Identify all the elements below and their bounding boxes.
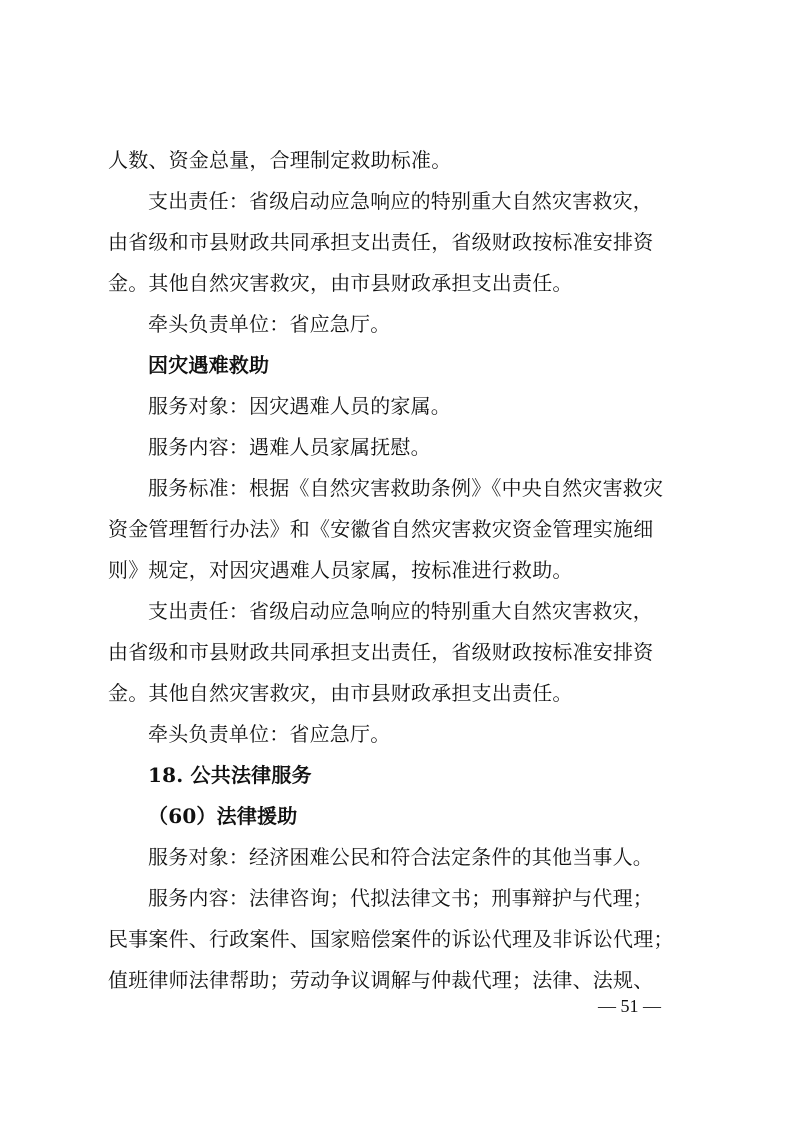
body-line-20: 民事案件、行政案件、国家赔偿案件的诉讼代理及非诉讼代理； (108, 927, 674, 951)
body-line-13: 由省级和市县财政共同承担支出责任，省级财政按标准安排资 (108, 640, 654, 664)
body-line-12: 支出责任：省级启动应急响应的特别重大自然灾害救灾， (148, 599, 653, 623)
body-line-2: 支出责任：省级启动应急响应的特别重大自然灾害救灾， (148, 189, 653, 213)
subsection-heading-legal-aid: （60）法律援助 (148, 804, 298, 828)
body-line-11: 则》规定，对因灾遇难人员家属，按标准进行救助。 (108, 558, 573, 582)
body-line-3: 由省级和市县财政共同承担支出责任，省级财政按标准安排资 (108, 230, 654, 254)
body-line-14: 金。其他自然灾害救灾，由市县财政承担支出责任。 (108, 681, 573, 705)
section-heading-disaster-victim-aid: 因灾遇难救助 (148, 353, 270, 377)
section-heading-public-legal-services: 18. 公共法律服务 (148, 763, 312, 787)
body-line-9: 服务标准：根据《自然灾害救助条例》《中央自然灾害救灾 (148, 476, 664, 500)
body-line-8: 服务内容：遇难人员家属抚慰。 (148, 435, 431, 459)
body-line-15: 牵头负责单位：省应急厅。 (148, 722, 391, 746)
body-line-1: 人数、资金总量，合理制定救助标准。 (108, 148, 452, 172)
page-number: — 51 — (598, 996, 661, 1016)
body-line-18: 服务对象：经济困难公民和符合法定条件的其他当事人。 (148, 845, 653, 869)
body-line-10: 资金管理暂行办法》和《安徽省自然灾害救灾资金管理实施细 (108, 517, 654, 541)
body-line-5: 牵头负责单位：省应急厅。 (148, 312, 391, 336)
body-line-7: 服务对象：因灾遇难人员的家属。 (148, 394, 451, 418)
body-line-4: 金。其他自然灾害救灾，由市县财政承担支出责任。 (108, 271, 573, 295)
body-line-21: 值班律师法律帮助；劳动争议调解与仲裁代理；法律、法规、 (108, 968, 654, 992)
body-line-19: 服务内容：法律咨询；代拟法律文书；刑事辩护与代理； (148, 886, 653, 910)
